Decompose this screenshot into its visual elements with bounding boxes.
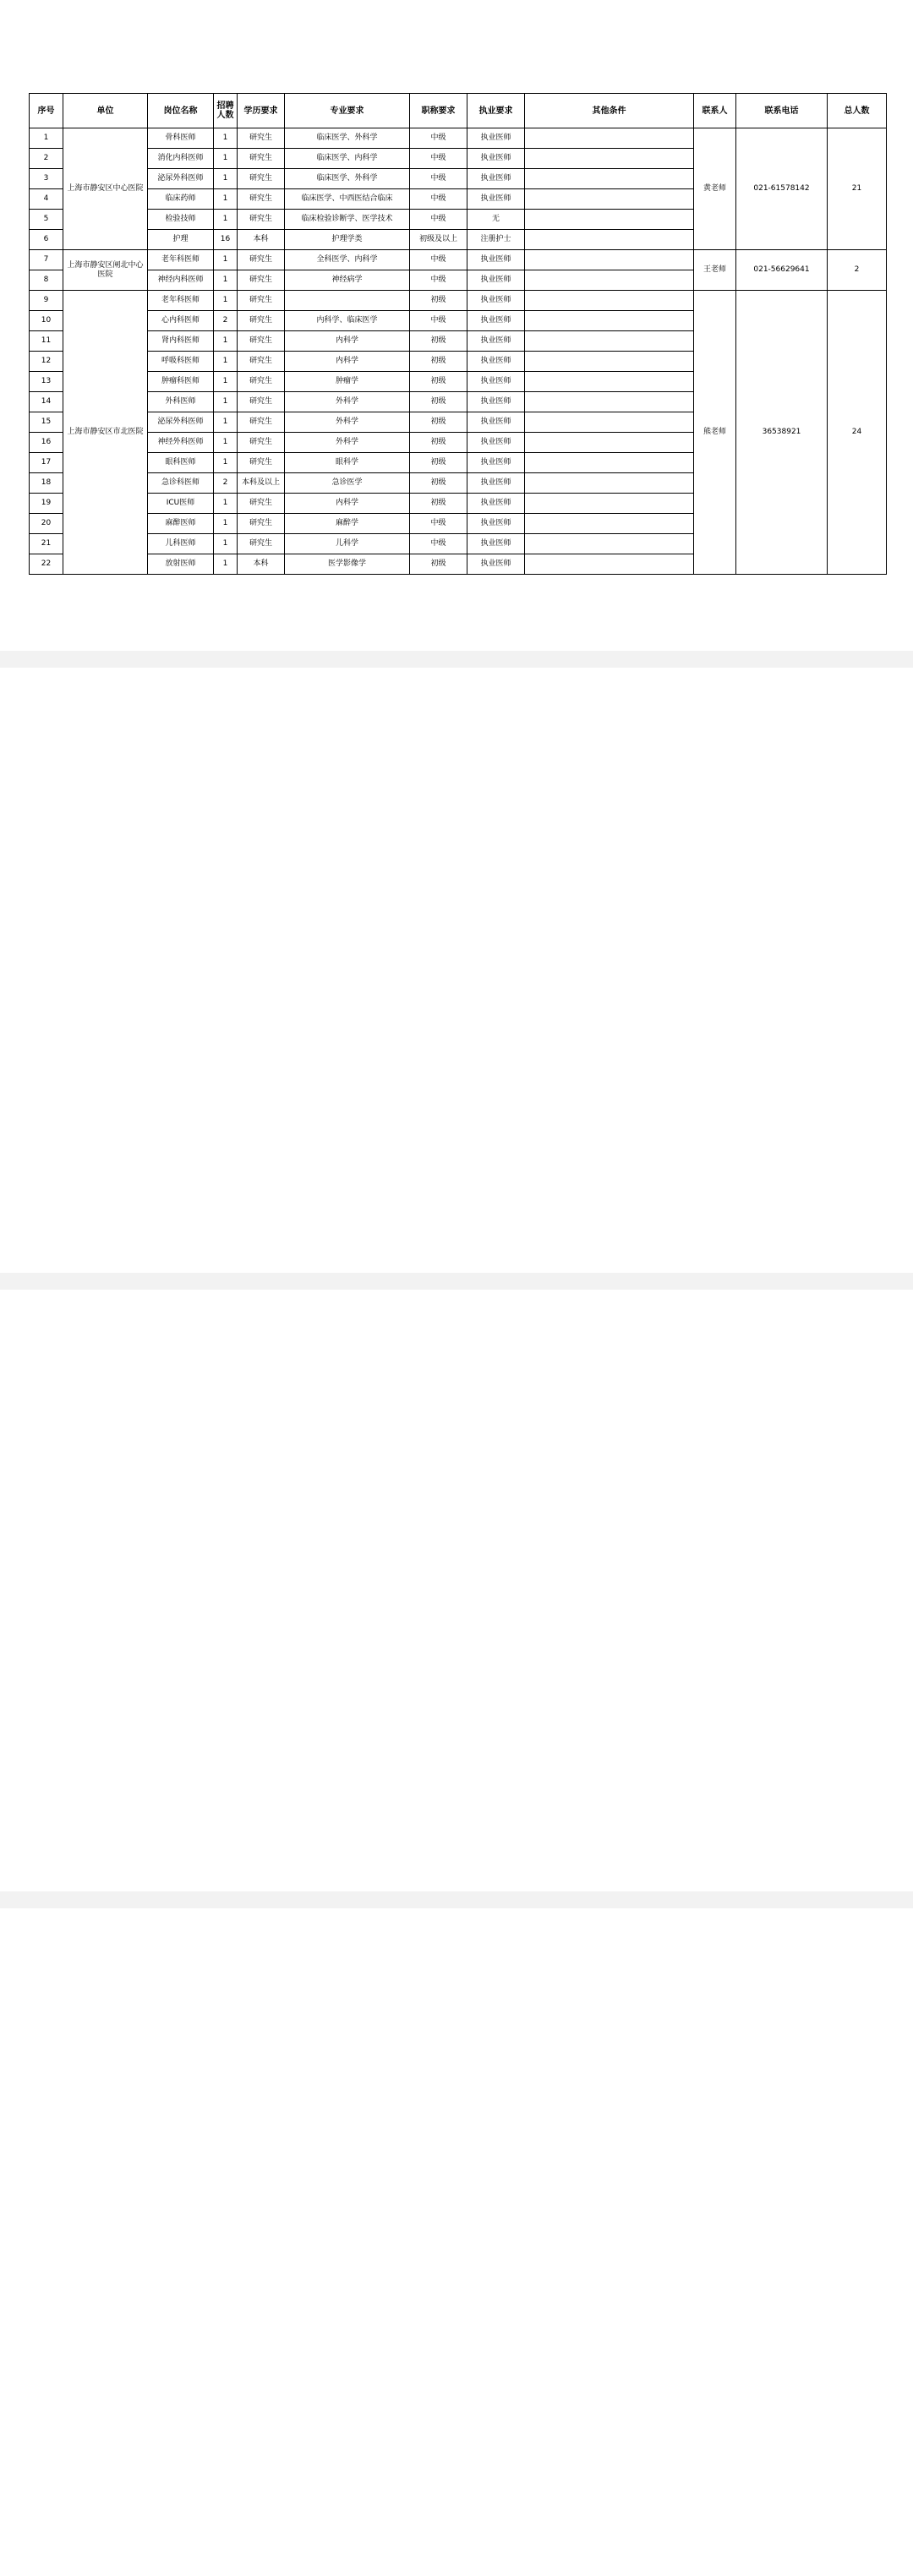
cell-education: 研究生 bbox=[238, 169, 285, 189]
cell-position: 麻醉医师 bbox=[148, 514, 214, 534]
cell-phone: 021-56629641 bbox=[736, 250, 828, 291]
cell-seq: 15 bbox=[30, 412, 63, 433]
cell-position: 眼科医师 bbox=[148, 453, 214, 473]
cell-position: 儿科医师 bbox=[148, 534, 214, 554]
table-row bbox=[30, 128, 887, 149]
cell-education: 研究生 bbox=[238, 331, 285, 352]
header-phone: 联系电话 bbox=[736, 94, 828, 128]
cell-other bbox=[525, 149, 694, 169]
cell-seq: 20 bbox=[30, 514, 63, 534]
cell-position: 心内科医师 bbox=[148, 311, 214, 331]
cell-education: 本科 bbox=[238, 230, 285, 250]
cell-position: 外科医师 bbox=[148, 392, 214, 412]
cell-education: 研究生 bbox=[238, 128, 285, 149]
page-separator bbox=[0, 1891, 913, 1908]
cell-seq: 21 bbox=[30, 534, 63, 554]
cell-count: 1 bbox=[214, 210, 238, 230]
header-other: 其他条件 bbox=[525, 94, 694, 128]
cell-title-req: 中级 bbox=[410, 250, 467, 270]
cell-title-req: 中级 bbox=[410, 210, 467, 230]
cell-title-req: 初级 bbox=[410, 352, 467, 372]
cell-position: 神经外科医师 bbox=[148, 433, 214, 453]
cell-count: 1 bbox=[214, 270, 238, 291]
table-row bbox=[30, 291, 887, 311]
cell-position: 呼吸科医师 bbox=[148, 352, 214, 372]
cell-title-req: 中级 bbox=[410, 534, 467, 554]
cell-position: 泌尿外科医师 bbox=[148, 412, 214, 433]
cell-education: 研究生 bbox=[238, 291, 285, 311]
cell-phone: 36538921 bbox=[736, 291, 828, 575]
cell-position: 骨科医师 bbox=[148, 128, 214, 149]
header-major: 专业要求 bbox=[285, 94, 410, 128]
cell-major: 肿瘤学 bbox=[285, 372, 410, 392]
cell-major: 临床医学、外科学 bbox=[285, 169, 410, 189]
header-license: 执业要求 bbox=[467, 94, 525, 128]
cell-title-req: 中级 bbox=[410, 270, 467, 291]
cell-other bbox=[525, 453, 694, 473]
cell-seq: 8 bbox=[30, 270, 63, 291]
cell-count: 1 bbox=[214, 514, 238, 534]
cell-seq: 19 bbox=[30, 494, 63, 514]
cell-count: 1 bbox=[214, 128, 238, 149]
header-unit: 单位 bbox=[63, 94, 148, 128]
cell-count: 1 bbox=[214, 433, 238, 453]
cell-seq: 22 bbox=[30, 554, 63, 575]
cell-count: 1 bbox=[214, 554, 238, 575]
cell-seq: 11 bbox=[30, 331, 63, 352]
cell-education: 本科 bbox=[238, 554, 285, 575]
cell-other bbox=[525, 554, 694, 575]
page-separator bbox=[0, 651, 913, 668]
cell-major: 内科学、临床医学 bbox=[285, 311, 410, 331]
cell-license: 执业医师 bbox=[467, 372, 525, 392]
cell-title-req: 中级 bbox=[410, 514, 467, 534]
cell-license: 执业医师 bbox=[467, 291, 525, 311]
cell-count: 1 bbox=[214, 291, 238, 311]
cell-position: ICU医师 bbox=[148, 494, 214, 514]
cell-count: 1 bbox=[214, 352, 238, 372]
cell-major: 临床医学、内科学 bbox=[285, 149, 410, 169]
cell-position: 肿瘤科医师 bbox=[148, 372, 214, 392]
cell-other bbox=[525, 331, 694, 352]
cell-count: 1 bbox=[214, 392, 238, 412]
cell-major: 临床检验诊断学、医学技术 bbox=[285, 210, 410, 230]
cell-license: 执业医师 bbox=[467, 554, 525, 575]
cell-seq: 4 bbox=[30, 189, 63, 210]
cell-license: 执业医师 bbox=[467, 270, 525, 291]
cell-major: 外科学 bbox=[285, 392, 410, 412]
cell-total: 21 bbox=[828, 128, 887, 250]
cell-major: 外科学 bbox=[285, 412, 410, 433]
cell-position: 临床药师 bbox=[148, 189, 214, 210]
cell-title-req: 中级 bbox=[410, 311, 467, 331]
cell-position: 护理 bbox=[148, 230, 214, 250]
cell-license: 执业医师 bbox=[467, 250, 525, 270]
cell-count: 1 bbox=[214, 331, 238, 352]
cell-seq: 2 bbox=[30, 149, 63, 169]
cell-position: 老年科医师 bbox=[148, 291, 214, 311]
cell-title-req: 中级 bbox=[410, 169, 467, 189]
cell-other bbox=[525, 433, 694, 453]
cell-license: 执业医师 bbox=[467, 311, 525, 331]
cell-major: 神经病学 bbox=[285, 270, 410, 291]
cell-license: 执业医师 bbox=[467, 189, 525, 210]
cell-major: 医学影像学 bbox=[285, 554, 410, 575]
cell-title-req: 初级 bbox=[410, 554, 467, 575]
recruitment-table-page-1 bbox=[29, 93, 887, 575]
cell-major bbox=[285, 291, 410, 311]
cell-count: 16 bbox=[214, 230, 238, 250]
cell-major: 内科学 bbox=[285, 331, 410, 352]
cell-other bbox=[525, 534, 694, 554]
cell-seq: 13 bbox=[30, 372, 63, 392]
cell-unit: 上海市静安区闸北中心医院 bbox=[63, 250, 148, 291]
cell-title-req: 初级 bbox=[410, 291, 467, 311]
cell-seq: 5 bbox=[30, 210, 63, 230]
cell-license: 执业医师 bbox=[467, 433, 525, 453]
cell-seq: 12 bbox=[30, 352, 63, 372]
cell-title-req: 初级 bbox=[410, 433, 467, 453]
cell-license: 无 bbox=[467, 210, 525, 230]
header-position: 岗位名称 bbox=[148, 94, 214, 128]
cell-phone: 021-61578142 bbox=[736, 128, 828, 250]
cell-seq: 7 bbox=[30, 250, 63, 270]
header-seq: 序号 bbox=[30, 94, 63, 128]
cell-other bbox=[525, 189, 694, 210]
cell-major: 儿科学 bbox=[285, 534, 410, 554]
cell-major: 临床医学、中西医结合临床 bbox=[285, 189, 410, 210]
cell-other bbox=[525, 230, 694, 250]
cell-contact: 黄老师 bbox=[694, 128, 736, 250]
cell-education: 研究生 bbox=[238, 149, 285, 169]
cell-count: 2 bbox=[214, 473, 238, 494]
cell-title-req: 初级及以上 bbox=[410, 230, 467, 250]
cell-title-req: 初级 bbox=[410, 412, 467, 433]
cell-seq: 17 bbox=[30, 453, 63, 473]
cell-major: 内科学 bbox=[285, 352, 410, 372]
cell-other bbox=[525, 270, 694, 291]
cell-major: 外科学 bbox=[285, 433, 410, 453]
cell-education: 研究生 bbox=[238, 352, 285, 372]
cell-position: 肾内科医师 bbox=[148, 331, 214, 352]
cell-other bbox=[525, 250, 694, 270]
cell-other bbox=[525, 494, 694, 514]
cell-license: 执业医师 bbox=[467, 149, 525, 169]
cell-education: 研究生 bbox=[238, 433, 285, 453]
cell-title-req: 初级 bbox=[410, 372, 467, 392]
cell-position: 消化内科医师 bbox=[148, 149, 214, 169]
cell-title-req: 初级 bbox=[410, 473, 467, 494]
cell-education: 本科及以上 bbox=[238, 473, 285, 494]
cell-position: 老年科医师 bbox=[148, 250, 214, 270]
cell-major: 内科学 bbox=[285, 494, 410, 514]
cell-major: 急诊医学 bbox=[285, 473, 410, 494]
cell-license: 执业医师 bbox=[467, 494, 525, 514]
page-separator bbox=[0, 1273, 913, 1290]
cell-other bbox=[525, 372, 694, 392]
cell-license: 执业医师 bbox=[467, 128, 525, 149]
cell-other bbox=[525, 311, 694, 331]
cell-count: 1 bbox=[214, 534, 238, 554]
cell-license: 执业医师 bbox=[467, 453, 525, 473]
cell-other bbox=[525, 352, 694, 372]
cell-education: 研究生 bbox=[238, 189, 285, 210]
cell-license: 执业医师 bbox=[467, 169, 525, 189]
cell-seq: 18 bbox=[30, 473, 63, 494]
cell-total: 2 bbox=[828, 250, 887, 291]
cell-count: 1 bbox=[214, 250, 238, 270]
cell-license: 注册护士 bbox=[467, 230, 525, 250]
header-count: 招聘人数 bbox=[214, 94, 238, 128]
cell-contact: 熊老师 bbox=[694, 291, 736, 575]
cell-title-req: 初级 bbox=[410, 392, 467, 412]
cell-other bbox=[525, 210, 694, 230]
cell-major: 护理学类 bbox=[285, 230, 410, 250]
cell-license: 执业医师 bbox=[467, 331, 525, 352]
cell-license: 执业医师 bbox=[467, 473, 525, 494]
cell-unit: 上海市静安区市北医院 bbox=[63, 291, 148, 575]
cell-seq: 1 bbox=[30, 128, 63, 149]
cell-count: 1 bbox=[214, 149, 238, 169]
cell-other bbox=[525, 169, 694, 189]
table-row bbox=[30, 250, 887, 270]
cell-education: 研究生 bbox=[238, 250, 285, 270]
header-total: 总人数 bbox=[828, 94, 887, 128]
cell-major: 临床医学、外科学 bbox=[285, 128, 410, 149]
cell-count: 1 bbox=[214, 494, 238, 514]
cell-unit: 上海市静安区中心医院 bbox=[63, 128, 148, 250]
cell-title-req: 初级 bbox=[410, 494, 467, 514]
cell-education: 研究生 bbox=[238, 210, 285, 230]
cell-education: 研究生 bbox=[238, 494, 285, 514]
cell-other bbox=[525, 412, 694, 433]
cell-seq: 9 bbox=[30, 291, 63, 311]
cell-count: 1 bbox=[214, 453, 238, 473]
cell-education: 研究生 bbox=[238, 514, 285, 534]
cell-other bbox=[525, 514, 694, 534]
cell-education: 研究生 bbox=[238, 453, 285, 473]
table-header-row bbox=[30, 94, 887, 128]
cell-license: 执业医师 bbox=[467, 412, 525, 433]
cell-other bbox=[525, 128, 694, 149]
cell-title-req: 初级 bbox=[410, 453, 467, 473]
header-contact: 联系人 bbox=[694, 94, 736, 128]
cell-position: 急诊科医师 bbox=[148, 473, 214, 494]
cell-total: 24 bbox=[828, 291, 887, 575]
cell-seq: 10 bbox=[30, 311, 63, 331]
cell-count: 1 bbox=[214, 412, 238, 433]
cell-other bbox=[525, 473, 694, 494]
cell-title-req: 中级 bbox=[410, 128, 467, 149]
cell-education: 研究生 bbox=[238, 412, 285, 433]
cell-education: 研究生 bbox=[238, 372, 285, 392]
cell-contact: 王老师 bbox=[694, 250, 736, 291]
header-title-req: 职称要求 bbox=[410, 94, 467, 128]
cell-seq: 14 bbox=[30, 392, 63, 412]
cell-license: 执业医师 bbox=[467, 534, 525, 554]
cell-seq: 6 bbox=[30, 230, 63, 250]
cell-education: 研究生 bbox=[238, 311, 285, 331]
cell-other bbox=[525, 392, 694, 412]
cell-license: 执业医师 bbox=[467, 514, 525, 534]
cell-title-req: 初级 bbox=[410, 331, 467, 352]
cell-title-req: 中级 bbox=[410, 189, 467, 210]
cell-count: 2 bbox=[214, 311, 238, 331]
cell-position: 检验技师 bbox=[148, 210, 214, 230]
cell-other bbox=[525, 291, 694, 311]
cell-title-req: 中级 bbox=[410, 149, 467, 169]
cell-seq: 16 bbox=[30, 433, 63, 453]
cell-education: 研究生 bbox=[238, 392, 285, 412]
cell-license: 执业医师 bbox=[467, 352, 525, 372]
cell-license: 执业医师 bbox=[467, 392, 525, 412]
cell-major: 全科医学、内科学 bbox=[285, 250, 410, 270]
cell-count: 1 bbox=[214, 169, 238, 189]
cell-count: 1 bbox=[214, 372, 238, 392]
cell-position: 神经内科医师 bbox=[148, 270, 214, 291]
cell-major: 眼科学 bbox=[285, 453, 410, 473]
header-education: 学历要求 bbox=[238, 94, 285, 128]
cell-seq: 3 bbox=[30, 169, 63, 189]
cell-major: 麻醉学 bbox=[285, 514, 410, 534]
cell-position: 泌尿外科医师 bbox=[148, 169, 214, 189]
cell-count: 1 bbox=[214, 189, 238, 210]
cell-education: 研究生 bbox=[238, 534, 285, 554]
cell-education: 研究生 bbox=[238, 270, 285, 291]
cell-position: 放射医师 bbox=[148, 554, 214, 575]
